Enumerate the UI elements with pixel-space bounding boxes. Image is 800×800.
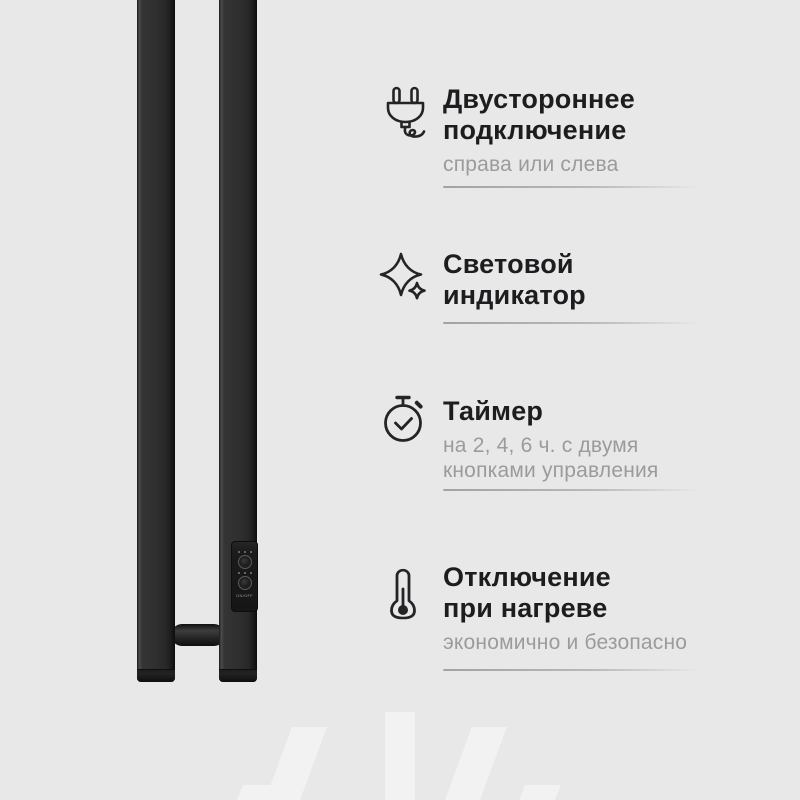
feature-double-connection — [443, 84, 635, 177]
feature-subtitle: справа или слева — [443, 153, 619, 176]
timer-button — [238, 555, 252, 569]
power-button — [238, 576, 252, 590]
timer-indicator-leds — [232, 551, 257, 553]
brand-watermark-logo — [0, 700, 800, 800]
feature-timer — [443, 396, 659, 483]
divider — [443, 322, 710, 324]
feature-title: Таймер — [443, 396, 544, 426]
towel-rail-left-bar — [137, 0, 175, 682]
plug-icon — [383, 86, 429, 138]
feature-title: Двустороннее — [443, 84, 635, 114]
thermometer-icon — [388, 565, 418, 623]
mode-indicator-leds — [232, 572, 257, 574]
stopwatch-icon — [380, 394, 427, 446]
feature-light-indicator — [443, 249, 586, 311]
feature-subtitle: на 2, 4, 6 ч. с двумя — [443, 434, 639, 457]
power-button-label: ON/OFF — [236, 593, 253, 598]
feature-title: Световой — [443, 249, 574, 279]
feature-title: при нагреве — [443, 593, 608, 623]
sparkle-icon — [379, 251, 427, 301]
feature-title: Отключение — [443, 562, 611, 592]
divider — [443, 669, 710, 671]
feature-title: индикатор — [443, 280, 586, 310]
feature-subtitle: экономично и безопасно — [443, 631, 688, 654]
feature-overheat-shutoff — [443, 562, 687, 655]
divider — [443, 489, 710, 491]
feature-title: подключение — [443, 115, 627, 145]
control-panel — [231, 541, 258, 612]
feature-subtitle: кнопками управления — [443, 459, 659, 482]
towel-rail-crossbar — [171, 624, 225, 646]
divider — [443, 186, 710, 188]
